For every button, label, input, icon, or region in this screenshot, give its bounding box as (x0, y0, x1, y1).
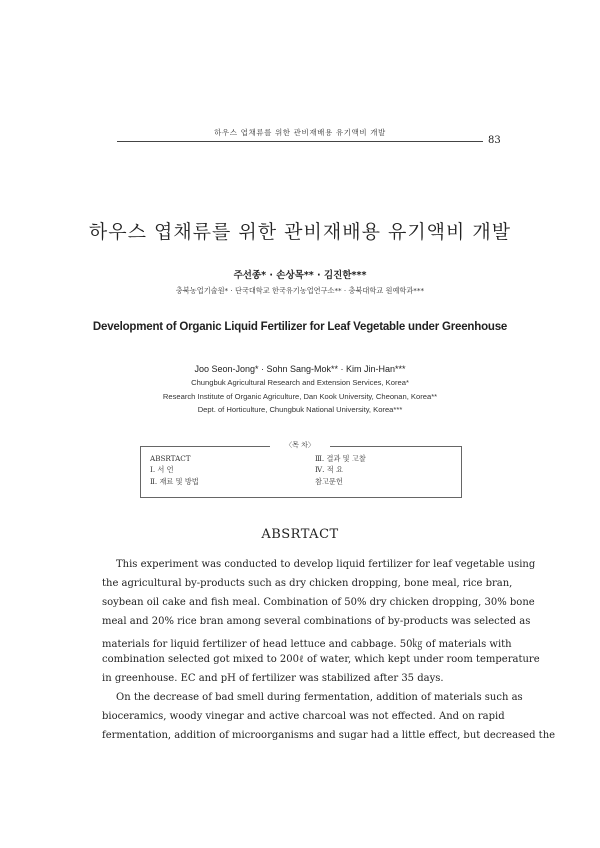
abstract-line: the agricultural by-products such as dry chicken dropping, bone meal, rice bran, (102, 578, 513, 589)
authors-english: Joo Seon-Jong* · Sohn Sang-Mok** · Kim Jin-Han*** (194, 364, 406, 374)
page-number: 83 (488, 135, 501, 146)
affiliation-english-1: Chungbuk Agricultural Research and Extension Services, Korea* (191, 378, 409, 387)
toc-item: Ⅱ. 재료 및 방법 (150, 477, 199, 486)
title-english: Development of Organic Liquid Fertilizer for Leaf Vegetable under Greenhouse (92, 321, 508, 333)
abstract-line: combination selected got mixed to 200ℓ of water, which kept under room temperature (102, 654, 540, 665)
toc-item: Ⅰ. 서 언 (150, 465, 174, 474)
running-head: 하우스 엽채류를 위한 관비재배용 유기액비 개발 (214, 128, 386, 137)
abstract-line: bioceramics, woody vinegar and active charcoal was not effected. And on rapid (102, 711, 505, 722)
authors-korean: 주선종* · 손상목** · 김진한*** (233, 270, 367, 281)
abstract-line: in greenhouse. EC and pH of fertilizer was stabilized after 35 days. (102, 673, 444, 684)
abstract-line: meal and 20% rice bran among several combinations of by-products was selected as (102, 616, 531, 627)
abstract-line: On the decrease of bad smell during fermentation, addition of materials such as (116, 692, 523, 703)
toc-item: Ⅳ. 적 요 (315, 465, 343, 474)
abstract-line: This experiment was conducted to develop liquid fertilizer for leaf vegetable using (116, 559, 536, 570)
title-korean: 하우스 엽채류를 위한 관비재배용 유기액비 개발 (88, 221, 512, 243)
header-rule (117, 141, 483, 142)
affiliation-english-3: Dept. of Horticulture, Chungbuk National University, Korea*** (197, 405, 403, 414)
abstract-line: materials for liquid fertilizer of head lettuce and cabbage. 50㎏ of materials with (102, 639, 512, 650)
abstract-line: fermentation, addition of microorganisms and sugar had a little effect, but decreased the (102, 730, 556, 741)
abstract-line: soybean oil cake and fish meal. Combination of 50% dry chicken dropping, 30% bone (102, 597, 535, 608)
affiliation-english-2: Research Institute of Organic Agriculture, Dan Kook University, Cheonan, Korea** (162, 392, 438, 401)
abstract-heading: ABSRTACT (261, 527, 339, 542)
affiliations-korean: 충북농업기술원* · 단국대학교 한국유기농업연구소** · 충북대학교 원예학과*** (175, 286, 425, 295)
toc-item: Ⅲ. 결과 및 고찰 (315, 454, 366, 463)
toc-item: 참고문헌 (315, 477, 343, 486)
toc-heading: 〈목 차〉 (270, 440, 330, 450)
toc-item: ABSRTACT (150, 454, 191, 463)
